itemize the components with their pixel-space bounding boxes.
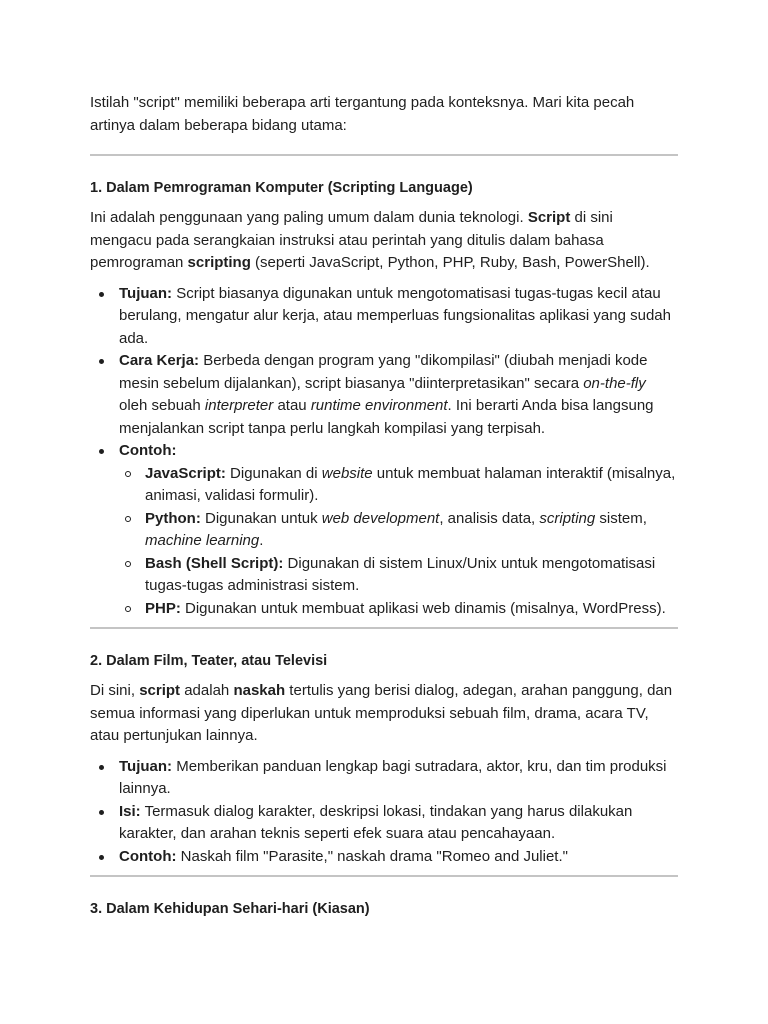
list-item-tujuan: Tujuan: Script biasanya digunakan untuk mengotomatisasi tugas-tugas kecil atau berulang, mengatur alur kerja, atau memperluas fungsionalitas aplikasi yang sudah ada. <box>90 283 678 351</box>
list-item-contoh: Contoh: Naskah film "Parasite," naskah drama "Romeo and Juliet." <box>90 846 678 869</box>
sublist-item-bash: Bash (Shell Script): Digunakan di sistem Linux/Unix untuk mengotomatisasi tugas-tugas administrasi sistem. <box>119 553 678 598</box>
intro-paragraph: Istilah "script" memiliki beberapa arti tergantung pada konteksnya. Mari kita pecah artinya dalam beberapa bidang utama: <box>90 94 635 134</box>
section-divider <box>90 875 678 877</box>
contoh-sublist <box>119 463 678 621</box>
section-1-list <box>90 283 678 621</box>
section-divider <box>90 627 678 629</box>
section-2-title: 2. Dalam Film, Teater, atau Televisi <box>90 653 328 669</box>
sublist-item-javascript: JavaScript: Digunakan di website untuk membuat halaman interaktif (misalnya, animasi, validasi formulir). <box>119 463 678 508</box>
section-1-title: 1. Dalam Pemrograman Komputer (Scripting Language) <box>90 180 473 196</box>
section-2-intro: Di sini, script adalah naskah tertulis yang berisi dialog, adegan, arahan panggung, dan semua informasi yang diperlukan untuk memproduksi sebuah film, drama, acara TV, atau pertunjukan lainnya. <box>90 682 673 744</box>
section-2-list <box>90 756 678 869</box>
list-item-contoh: Contoh: JavaScript: Digunakan di website untuk membuat halaman interaktif (misalnya, animasi, validasi formulir). Python: Digunakan untuk web development, analisis data, scripting sistem, machine learning. Bash (Shell Script): Digunakan di sistem Linux/Unix untuk mengotomatisasi tugas-tugas administrasi sistem. PHP: Digunakan untuk membuat aplikasi web dinamis (misalnya, WordPress). <box>90 440 678 620</box>
section-divider <box>90 154 678 156</box>
list-item-cara-kerja: Cara Kerja: Berbeda dengan program yang "dikompilasi" (diubah menjadi kode mesin sebelum dijalankan), script biasanya "diinterpretasikan" secara on-the-fly oleh sebuah interpreter atau runtime environment. Ini berarti Anda bisa langsung menjalankan script tanpa perlu langkah kompilasi yang terpisah. <box>90 350 678 440</box>
list-item-tujuan: Tujuan: Memberikan panduan lengkap bagi sutradara, aktor, kru, dan tim produksi lainnya. <box>90 756 678 801</box>
sublist-item-python: Python: Digunakan untuk web development, analisis data, scripting sistem, machine learning. <box>119 508 678 553</box>
sublist-item-php: PHP: Digunakan untuk membuat aplikasi web dinamis (misalnya, WordPress). <box>119 598 678 621</box>
section-1-intro: Ini adalah penggunaan yang paling umum dalam dunia teknologi. Script di sini mengacu pada serangkaian instruksi atau perintah yang ditulis dalam bahasa pemrograman scripting (seperti JavaScript, Python, PHP, Ruby, Bash, PowerShell). <box>90 209 650 271</box>
section-3-title: 3. Dalam Kehidupan Sehari-hari (Kiasan) <box>90 901 370 917</box>
list-item-isi: Isi: Termasuk dialog karakter, deskripsi lokasi, tindakan yang harus dilakukan karakter, dan arahan teknis seperti efek suara atau pencahayaan. <box>90 801 678 846</box>
